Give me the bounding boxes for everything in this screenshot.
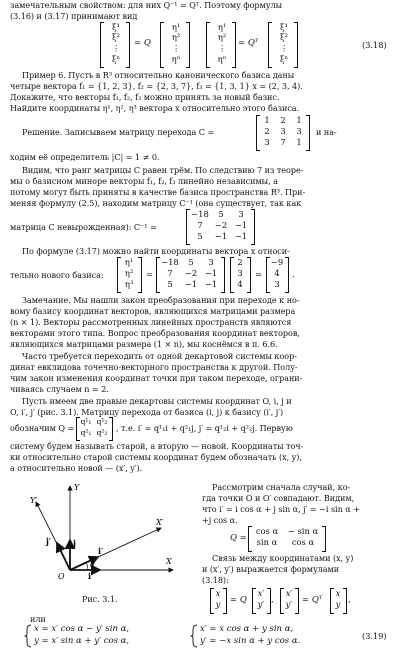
text-line: и (x′, y′) выражается формулами (202, 564, 340, 574)
label-j-prime: j′ (46, 536, 52, 546)
label-Y-prime: Y′ (30, 496, 38, 505)
label-j: j (73, 538, 76, 548)
solution-text: Решение. Записываем матрицу перехода C = (22, 127, 215, 137)
text-line: тельно нового базиса: (10, 270, 104, 280)
text-line: Связь между координатами (x, y) (212, 553, 354, 563)
text-line: мы о базисном миноре векторы f₁, f₂, f₃ линейно независимы, а (10, 176, 278, 186)
text-line: что i′ = i cos α + j sin α, j′ = −i sin α + (202, 504, 360, 514)
text-line: векторами этого типа. Вопрос преобразования координат векторов, (10, 328, 300, 338)
text-line: По формуле (3.17) можно найти координаты вектора x относи- (22, 246, 290, 256)
text-line: обозначим Q = (10, 423, 75, 433)
label-X-prime: X′ (156, 518, 164, 527)
text-line: Найдите координаты η¹, η², η³ вектора x относительно этого базиса. (10, 103, 300, 113)
label-i-prime: i′ (98, 546, 104, 556)
figure-3-1 (28, 478, 178, 592)
example-heading: Пример 6. Пусть в R³ относительно канонического базиса даны (22, 70, 295, 80)
text-line: O, i′, j′ (рис. 3.1). Матрицу перехода от базиса (i, j) к базису (i′, j′) (10, 407, 284, 417)
equation-number: (3.18) (362, 40, 387, 50)
text-line: Видим, что ранг матрицы C равен трём. По следствию 7 из теоре- (22, 165, 304, 175)
text-line: ки относительно старой системы координат будем обозначать (x, y), (10, 452, 302, 462)
text-line: чим закон изменения координат точки при таком переходе, ограни- (10, 373, 303, 383)
text-line: замечательным свойством: для них Q⁻¹ = Qᵀ. Поэтому формулы (10, 0, 282, 10)
text-line: +j cos α. (202, 515, 238, 525)
text-line: и на- (316, 127, 337, 137)
text-line: потому могут быть приняты в качестве базиса пространства R³. При- (10, 187, 306, 197)
text-line: (3.18): (202, 575, 229, 585)
text-line: , т.е. i′ = q¹₁i + q²₁j, j′ = q¹₂i + q²₂j. Первую (116, 423, 293, 433)
text-line: (3.16) и (3.17) принимают вид (10, 11, 138, 21)
label-Y: Y (74, 483, 80, 492)
label-i: i (88, 571, 92, 581)
text-line: матрица C невырожденная): C⁻¹ = (10, 222, 157, 232)
text-line: динат евклидова точечно-векторного пространства к другой. Полу- (10, 362, 298, 372)
text-line: Часто требуется переходить от одной декартовой системы коор- (22, 351, 297, 361)
label-O: O (58, 572, 65, 581)
text-line: Рассмотрим сначала случай, ко- (212, 482, 351, 492)
text-line: систему будем называть старой, а вторую — новой. Координаты точ- (10, 441, 304, 451)
text-line: Пусть имеем две правые декартовы системы координат O, i, j и (22, 396, 292, 406)
equation-number: (3.19) (362, 631, 387, 641)
text-line: гда точки O и O′ совпадают. Видим, (202, 493, 355, 503)
text-line: четыре вектора f₁ = {1, 2, 3}, f₂ = {2, 3, 7}, f₃ = {1, 3, 1} x = (2, 3, 4). (10, 81, 303, 91)
text-line: Докажите, что векторы f₁, f₂, f₃ можно принять за новый базис. (10, 92, 280, 102)
textbook-page: замечательным свойством: для них Q⁻¹ = Qᵀ. Поэтому формулы (3.16) и (3.17) принимают вид ξ¹ ξ² ⋮ ξⁿ = Q η¹ η² ⋮ ηⁿ η¹ η² ⋮ ηⁿ = Qᵀ ξ¹ ξ² ⋮ ξⁿ (3.18) Пример 6. Пусть в R³ относительно канонического базиса даны четыре вектора f₁ = {1, 2, 3}, f₂ = {2, 3, 7}, f₃ = {1, 3, 1} x = (2, 3, 4). Докажите, что векторы f₁, f₂, f₃ можно принять за новый базис. Найдите координаты η¹, η², η³ вектора x относительно этого базиса. Решение. Записываем матрицу перехода C = 1 2 1 2 3 3 3 7 1 и на- ходим её определитель |C| = 1 ≠ 0. Видим, что ранг матрицы C равен трём. По следствию 7 из теоре- мы о базисном миноре векторы f₁, f₂, f₃ линейно независимы, а потому могут быть приняты в качестве базиса пространства R³. При- меняя формулу (2.5), находим матрицу C⁻¹ (она существует, так как матрица C невырожденная): C⁻¹ = −18 5 3 7 −2 −1 5 −1 −1 По формуле (3.17) можно найти координаты вектора x относи- тельно нового базиса: η¹ η² η³ = −18 5 3 7 −2 −1 5 −1 −1 2 3 4 = −9 4 3 . Замечание. Мы нашли закон преобразования при переходе к но- вому базису координат векторов, являющихся матрицами размера (n × 1). Векторы рассмотренных линейных пространств являются векторами этого типа. Вопрос преобразования координат векторов, являющихся матрицами размера (1 × n), мы коснёмся в п. 6.6. Часто требуется переходить от одной декартовой системы коор- динат евклидова точечно-векторного пространства к другой. Полу- чим закон изменения координат точки при таком переходе, ограни- чиваясь случаем n = 2. Пусть имеем две правые декартовы системы координат O, i, j и O, i′, j′ (рис. 3.1). Матрицу перехода от базиса (i, j) к базису (i′, j′) обозначим Q = q¹₁ q¹₂ q²₁ q²₂ , т.е. i′ = q¹₁i + q²₁j, j′ = q¹₂i + q²₂j. Первую систему будем называть старой, а вторую — новой. Координаты точ- ки относительно старой системы координат будем обозначать (x, y), а относительно новой — (x′, y′). Y Y′ X X′ O i j i′ j′ α Рис. 3.1. Рассмотрим сначала случай, ко- гда точки O и O′ совпадают. Видим, что i′ = i cos α + j sin α, j′ = −i sin α + +j cos α. Q = cos α − sin α sin α cos α Связь между координатами (x, y) и (x′, y′) выражается формулами (3.18): x y = Q x′ y′ , x′ y′ = Qᵀ x y , или x = x′ cos α − y′ sin α, y = x′ sin α + y′ cos α, x′ = x cos α + y sin α, y′ = −x sin α + y cos α. (3.19) (0, 0, 404, 650)
text-line: меняя формулу (2.5), находим матрицу C⁻¹ (она существует, так как (10, 198, 302, 208)
label-X: X (166, 557, 172, 566)
remark-text: Замечание. Мы нашли закон преобразования при переходе к но- (22, 295, 300, 305)
text-line: (n × 1). Векторы рассмотренных линейных пространств являются (10, 317, 292, 327)
text-line: являющихся матрицами размера (1 × n), мы коснёмся в п. 6.6. (10, 339, 278, 349)
figure-caption: Рис. 3.1. (82, 595, 118, 604)
label-alpha: α (90, 561, 95, 569)
text-line: вому базису координат векторов, являющихся матрицами размера (10, 306, 296, 316)
text-line: а относительно новой — (x′, y′). (10, 463, 143, 473)
text-line: чиваясь случаем n = 2. (10, 384, 109, 394)
text-line: или (30, 614, 46, 624)
text-line: ходим её определитель |C| = 1 ≠ 0. (10, 152, 160, 162)
